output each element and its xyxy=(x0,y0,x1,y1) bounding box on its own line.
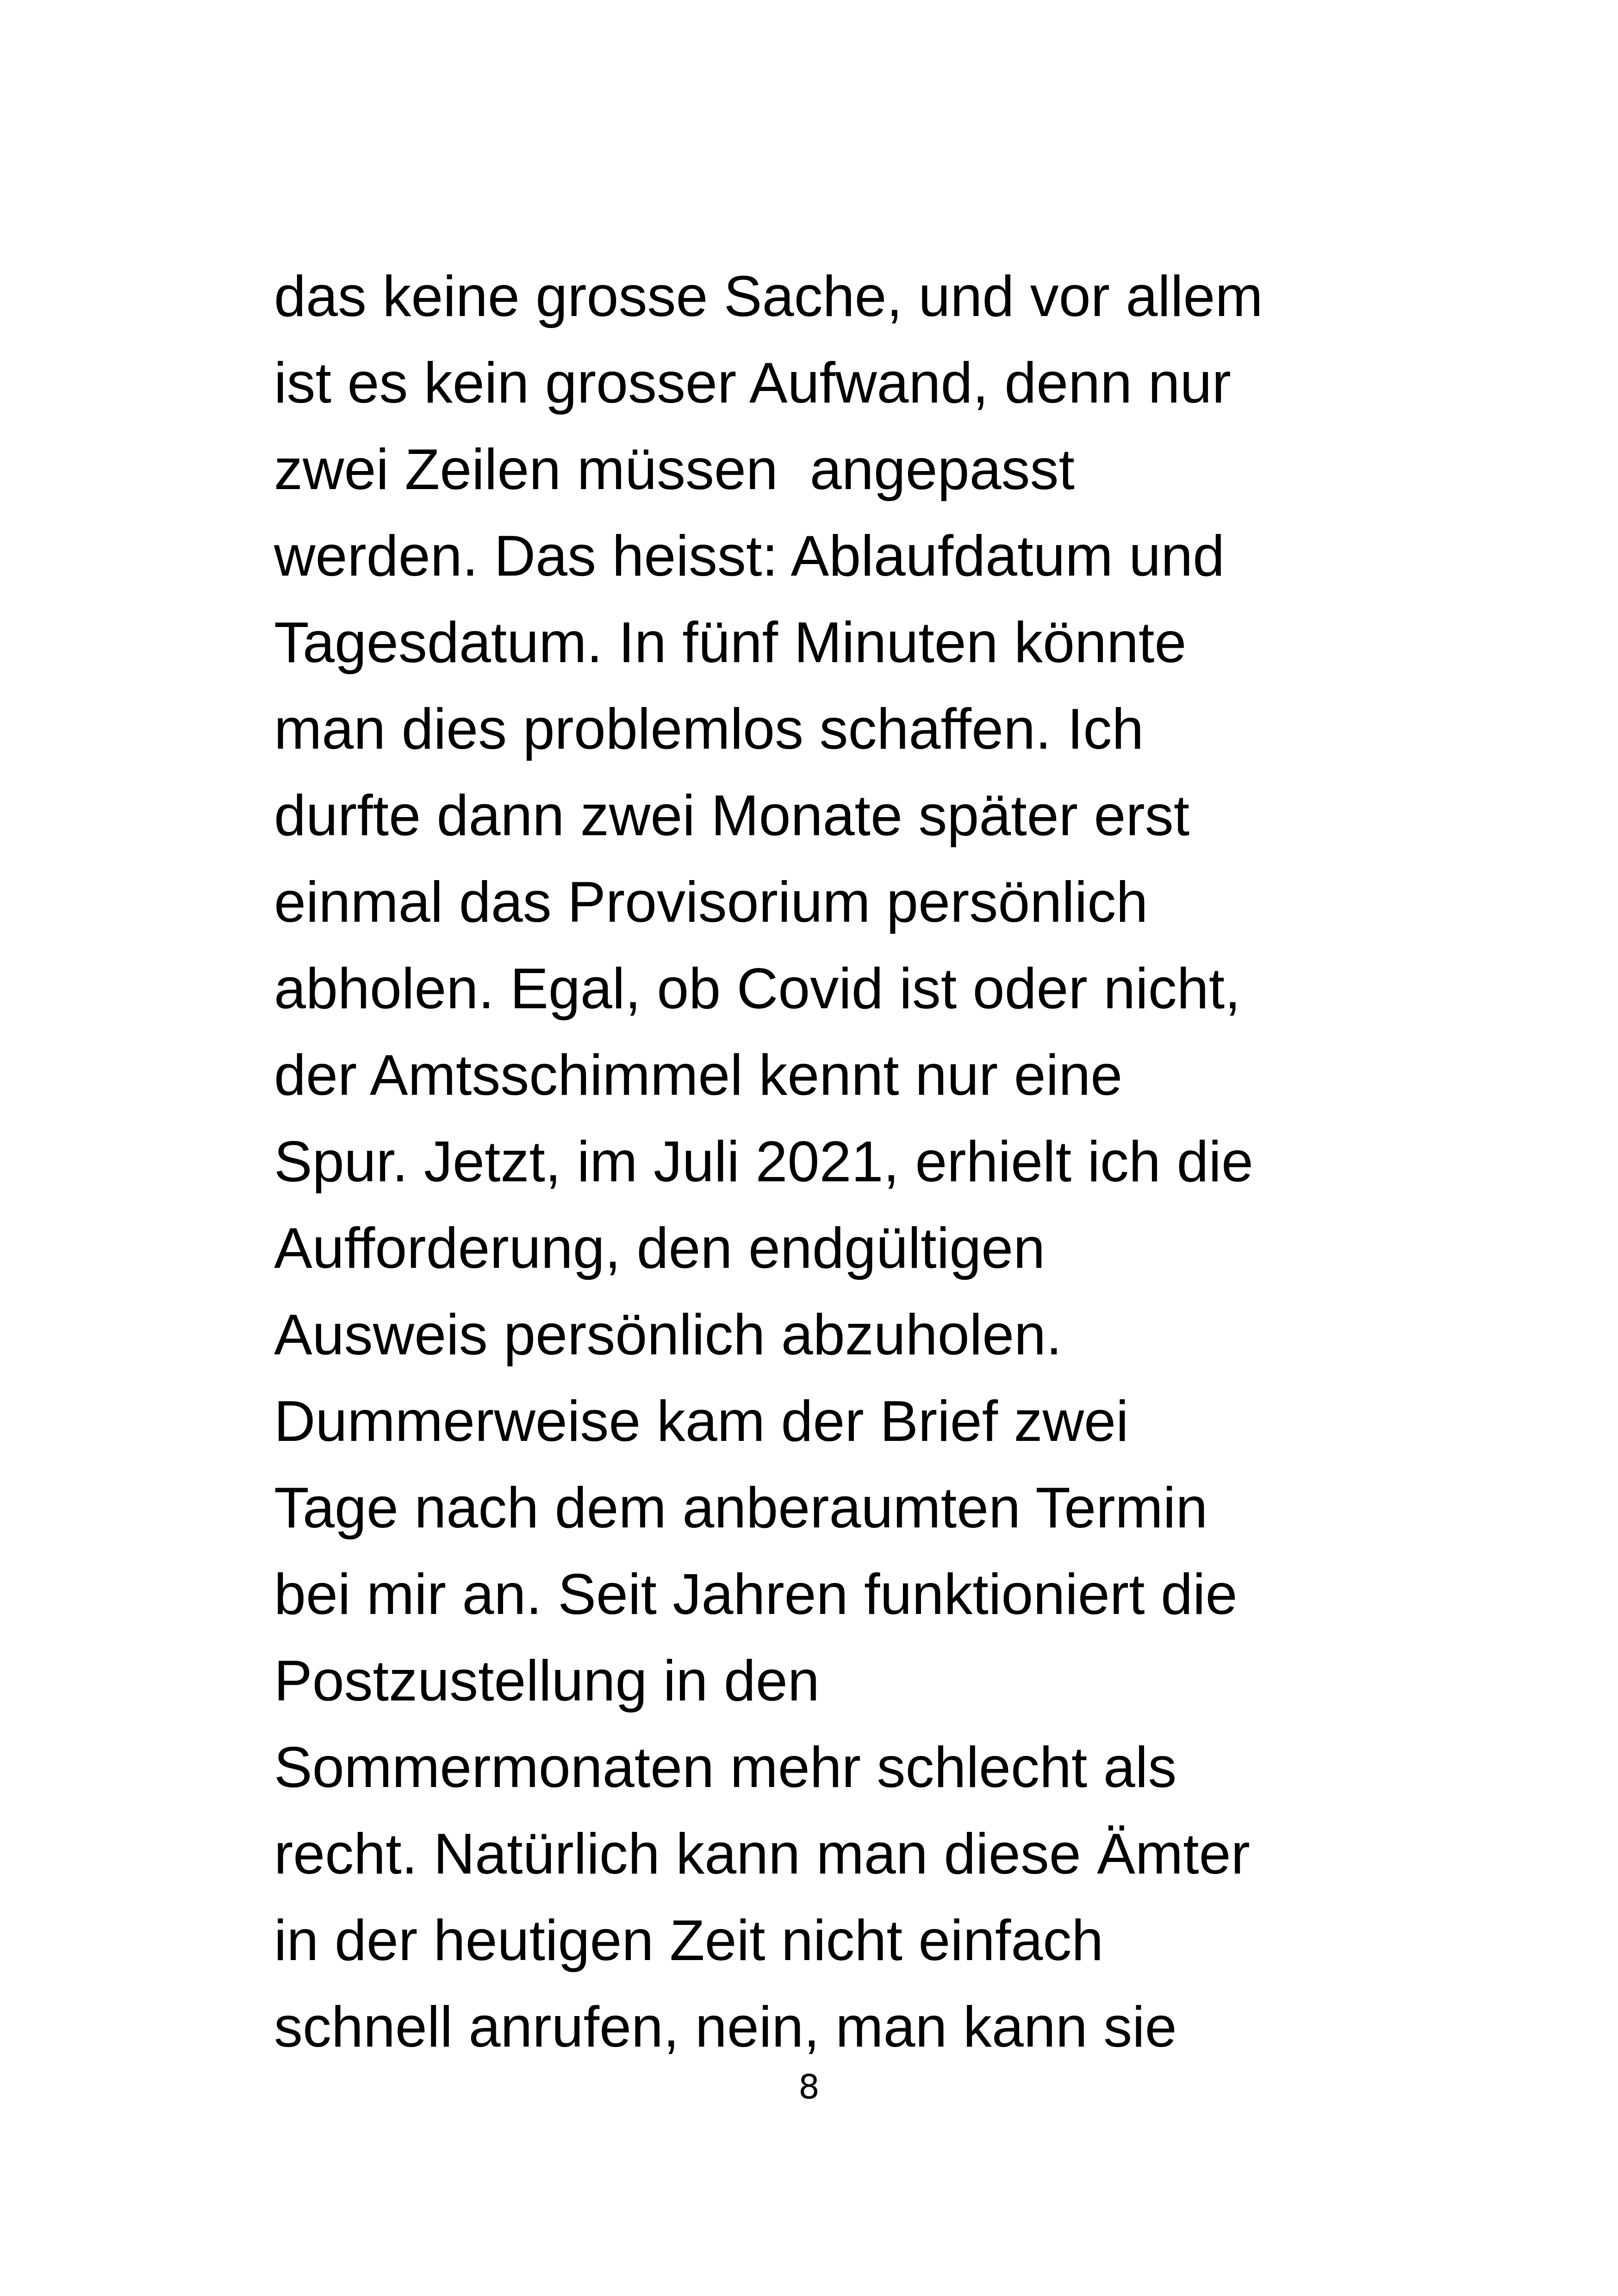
text-line: das keine grosse Sache, und vor allem xyxy=(274,265,1263,329)
text-line: Aufforderung, den endgültigen xyxy=(274,1216,1045,1280)
text-line: werden. Das heisst: Ablaufdatum und xyxy=(274,524,1225,588)
text-line: in der heutigen Zeit nicht einfach xyxy=(274,1909,1104,1973)
body-text xyxy=(274,254,1394,2071)
text-line: ist es kein grosser Aufwand, denn nur xyxy=(274,351,1231,415)
text-line: Postzustellung in den xyxy=(274,1649,820,1713)
text-line: der Amtsschimmel kennt nur eine xyxy=(274,1043,1123,1107)
text-line: recht. Natürlich kann man diese Ämter xyxy=(274,1822,1250,1886)
text-line: man dies problemlos schaffen. Ich xyxy=(274,697,1144,761)
text-line: Tage nach dem anberaumten Termin xyxy=(274,1476,1208,1540)
text-line: schnell anrufen, nein, man kann sie xyxy=(274,1995,1177,2059)
text-line: abholen. Egal, ob Covid ist oder nicht, xyxy=(274,957,1241,1021)
text-line: Tagesdatum. In fünf Minuten könnte xyxy=(274,611,1187,675)
text-line: Dummerweise kam der Brief zwei xyxy=(274,1390,1129,1453)
text-line: bei mir an. Seit Jahren funktioniert die xyxy=(274,1563,1238,1626)
text-line: Sommermonaten mehr schlecht als xyxy=(274,1736,1177,1800)
text-line: durfte dann zwei Monate später erst xyxy=(274,784,1190,848)
text-line: einmal das Provisorium persönlich xyxy=(274,870,1148,934)
page-number: 8 xyxy=(798,2067,820,2106)
text-line: zwei Zeilen müssen angepasst xyxy=(274,438,1075,502)
text-line: Spur. Jetzt, im Juli 2021, erhielt ich die xyxy=(274,1130,1253,1194)
text-line: Ausweis persönlich abzuholen. xyxy=(274,1303,1062,1367)
